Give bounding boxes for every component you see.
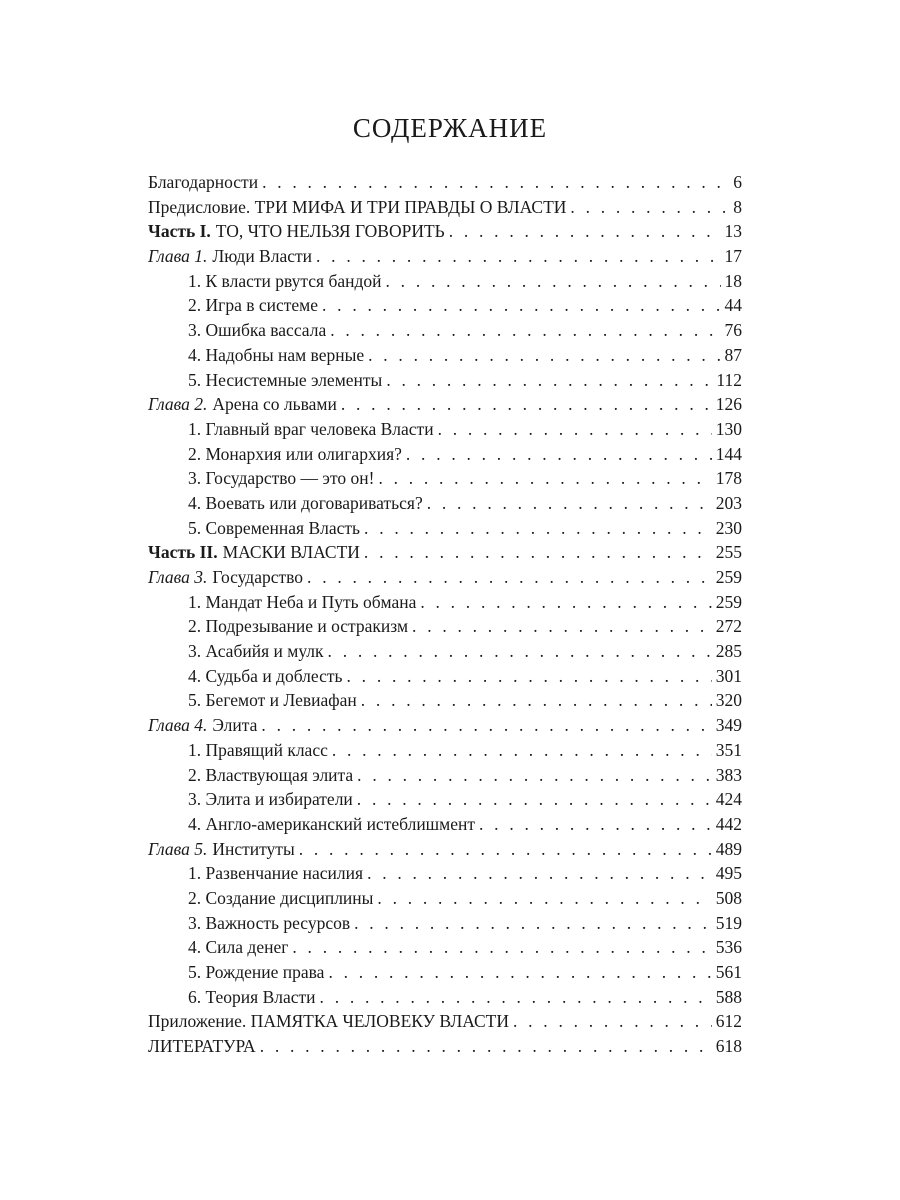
toc-section-entry	[148, 738, 742, 763]
toc-entry-label	[188, 368, 382, 393]
dot-leader	[378, 466, 711, 491]
toc-entry-label	[188, 417, 434, 442]
toc-page-number: 76	[724, 320, 742, 341]
toc-entry-text: ТО, ЧТО НЕЛЬЗЯ ГОВОРИТЬ	[215, 221, 445, 242]
toc-entry-text: 1. Развенчание насилия	[188, 863, 364, 884]
toc-entry-text: 4. Англо-американский истеблишмент	[188, 813, 476, 834]
toc-entry-label	[188, 886, 373, 911]
toc-page-number: 383	[715, 764, 742, 785]
dot-leader	[320, 985, 712, 1010]
dot-leader	[361, 688, 712, 713]
toc-entry-text: 3. Государство — это он!	[188, 468, 375, 489]
toc-page-number: 424	[715, 789, 742, 810]
toc-entry-label	[148, 1034, 256, 1059]
toc-section-entry	[148, 318, 742, 343]
toc-entry-label	[188, 516, 360, 541]
toc-section-entry	[148, 985, 742, 1010]
toc-entry-prefix: Глава 1.	[148, 246, 208, 267]
toc-entry-label	[188, 343, 364, 368]
toc-section-entry	[148, 466, 742, 491]
toc-page-number: 126	[715, 394, 742, 415]
dot-leader	[354, 911, 712, 936]
dot-leader	[386, 269, 721, 294]
toc-entry	[148, 565, 742, 590]
toc-entry-prefix: Часть I.	[148, 221, 211, 242]
toc-page-number: 519	[715, 912, 742, 933]
toc-section-entry	[148, 911, 742, 936]
toc-entry-label	[148, 713, 257, 738]
toc-entry-text: 2. Игра в системе	[188, 295, 319, 316]
toc-entry-text: 4. Воевать или договариваться?	[188, 492, 423, 513]
table-of-contents	[148, 170, 742, 1059]
dot-leader	[479, 812, 712, 837]
toc-page-number: 13	[724, 221, 742, 242]
toc-page-number: 44	[724, 295, 742, 316]
dot-leader	[364, 516, 712, 541]
toc-page-number: 230	[715, 517, 742, 538]
toc-page-number: 6	[733, 172, 742, 192]
toc-entry-label	[188, 664, 343, 689]
dot-leader	[438, 417, 712, 442]
toc-entry-text: Государство	[212, 567, 304, 587]
toc-entry-text: 1. К власти рвутся бандой	[188, 270, 382, 291]
toc-entry-label	[188, 614, 408, 639]
toc-entry-text: 4. Надобны нам верные	[188, 344, 365, 365]
toc-entry	[148, 1034, 742, 1059]
toc-section-entry	[148, 787, 742, 812]
toc-entry-text: 1. Правящий класс	[188, 739, 328, 760]
toc-entry-text: 5. Бегемот и Левиафан	[188, 690, 357, 711]
toc-entry	[148, 1009, 742, 1034]
toc-entry-label	[188, 960, 324, 985]
page-title: СОДЕРЖАНИЕ	[352, 113, 548, 143]
dot-leader	[328, 639, 712, 664]
toc-page-number: 8	[733, 196, 742, 217]
dot-leader	[341, 392, 712, 417]
toc-entry-text: Институты	[212, 838, 295, 859]
dot-leader	[261, 713, 711, 738]
toc-entry-prefix: Глава 2.	[148, 394, 208, 415]
dot-leader	[449, 219, 721, 244]
toc-entry	[148, 195, 742, 220]
toc-section-entry	[148, 442, 742, 467]
toc-section-entry	[148, 935, 742, 960]
toc-page-number: 349	[715, 715, 742, 736]
toc-entry-text: Элита	[212, 715, 258, 736]
toc-entry-label	[188, 787, 353, 812]
toc-entry	[148, 219, 742, 244]
toc-page-number: 489	[715, 838, 742, 859]
toc-entry-label	[188, 985, 316, 1010]
toc-entry	[148, 392, 742, 417]
dot-leader	[364, 540, 712, 565]
toc-section-entry	[148, 639, 742, 664]
toc-entry	[148, 170, 742, 195]
toc-section-entry	[148, 368, 742, 393]
toc-entry-prefix: Глава 3.	[148, 567, 208, 587]
toc-section-entry	[148, 664, 742, 689]
toc-entry-text: 6. Теория Власти	[188, 986, 316, 1007]
toc-entry-label	[188, 911, 350, 936]
toc-page-number: 259	[715, 567, 742, 587]
toc-entry-label	[188, 590, 416, 615]
toc-page-number: 18	[724, 270, 742, 291]
toc-entry-prefix: Глава 4.	[148, 715, 208, 736]
toc-entry-label	[188, 293, 318, 318]
toc-page-number: 285	[715, 641, 742, 662]
toc-page-number: 203	[715, 492, 742, 513]
toc-entry-text: 2. Властвующая элита	[188, 764, 354, 785]
toc-entry-text: 2. Создание дисциплины	[188, 887, 374, 908]
toc-page-number: 17	[724, 246, 742, 267]
toc-entry	[148, 540, 742, 565]
toc-entry	[148, 837, 742, 862]
toc-entry-text: 4. Сила денег	[188, 937, 289, 958]
toc-entry-text: 3. Элита и избиратели	[188, 789, 353, 810]
toc-entry-text: 4. Судьба и доблесть	[188, 665, 343, 686]
toc-entry-label	[148, 244, 312, 269]
toc-entry-label	[188, 763, 353, 788]
dot-leader	[406, 442, 712, 467]
dot-leader	[328, 960, 711, 985]
dot-leader	[386, 368, 712, 393]
toc-entry-label	[188, 318, 326, 343]
toc-page-number: 272	[715, 616, 742, 637]
toc-entry-text: 2. Монархия или олигархия?	[188, 443, 402, 464]
toc-entry-label	[148, 219, 445, 244]
toc-entry-text: ЛИТЕРАТУРА	[148, 1036, 256, 1057]
toc-entry-text: 3. Важность ресурсов	[188, 912, 351, 933]
toc-entry-label	[148, 1009, 509, 1034]
toc-entry-label	[148, 540, 360, 565]
toc-page-number: 351	[715, 739, 742, 760]
dot-leader	[330, 318, 720, 343]
dot-leader	[292, 935, 711, 960]
toc-section-entry	[148, 688, 742, 713]
toc-entry-label	[148, 837, 295, 862]
toc-entry-text: 5. Несистемные элементы	[188, 369, 383, 390]
toc-section-entry	[148, 293, 742, 318]
toc-section-entry	[148, 590, 742, 615]
toc-entry-label	[148, 392, 337, 417]
dot-leader	[368, 343, 720, 368]
toc-page-number: 536	[715, 937, 742, 958]
toc-entry-label	[188, 688, 357, 713]
toc-entry-label	[188, 738, 328, 763]
toc-entry-text: 5. Рождение права	[188, 962, 325, 982]
toc-entry-label	[188, 639, 324, 664]
toc-entry-label	[148, 565, 303, 590]
toc-page-number: 320	[715, 690, 742, 711]
toc-entry-text: 3. Асабийя и мулк	[188, 641, 324, 662]
dot-leader	[377, 886, 711, 911]
toc-entry-text: Благодарности	[148, 172, 259, 192]
toc-entry	[148, 244, 742, 269]
toc-section-entry	[148, 861, 742, 886]
toc-section-entry	[148, 886, 742, 911]
toc-entry-prefix: Часть II.	[148, 542, 218, 563]
dot-leader	[299, 837, 712, 862]
toc-page-number: 130	[715, 418, 742, 439]
toc-entry-text: 1. Главный враг человека Власти	[188, 418, 434, 439]
toc-section-entry	[148, 960, 742, 985]
toc-page-number: 508	[715, 887, 742, 908]
toc-page-number: 87	[724, 344, 742, 365]
dot-leader	[347, 664, 712, 689]
toc-entry-text: Предисловие. ТРИ МИФА И ТРИ ПРАВДЫ О ВЛАСТИ	[148, 196, 567, 217]
toc-entry-label	[148, 170, 258, 195]
toc-page-number: 144	[715, 443, 742, 464]
dot-leader	[367, 861, 712, 886]
toc-entry-label	[188, 812, 475, 837]
toc-page-number: 255	[715, 542, 742, 563]
toc-section-entry	[148, 516, 742, 541]
dot-leader	[427, 491, 712, 516]
dot-leader	[357, 787, 712, 812]
toc-page-number: 301	[715, 665, 742, 686]
toc-page-number: 442	[715, 813, 742, 834]
toc-entry-text: Приложение. ПАМЯТКА ЧЕЛОВЕКУ ВЛАСТИ	[148, 1011, 509, 1032]
dot-leader	[262, 170, 729, 195]
toc-section-entry	[148, 812, 742, 837]
toc-entry-label	[188, 442, 402, 467]
toc-entry-text: 3. Ошибка вассала	[188, 320, 327, 341]
toc-entry-text: Арена со львами	[212, 394, 337, 415]
dot-leader	[322, 293, 720, 318]
toc-page-number: 112	[716, 369, 742, 390]
dot-leader	[260, 1034, 712, 1059]
dot-leader	[316, 244, 720, 269]
dot-leader	[513, 1009, 712, 1034]
dot-leader	[420, 590, 711, 615]
toc-page-number: 588	[715, 986, 742, 1007]
toc-section-entry	[148, 614, 742, 639]
toc-entry-label	[188, 466, 374, 491]
dot-leader	[307, 565, 712, 590]
toc-entry-label	[188, 935, 288, 960]
toc-section-entry	[148, 269, 742, 294]
toc-page-number: 612	[715, 1011, 742, 1032]
toc-entry-text: 1. Мандат Неба и Путь обмана	[188, 591, 417, 612]
toc-page-number: 178	[715, 468, 742, 489]
toc-entry-label	[188, 491, 423, 516]
toc-page-number: 618	[715, 1036, 742, 1057]
toc-entry-text: 2. Подрезывание и остракизм	[188, 616, 409, 637]
toc-entry-label	[188, 269, 382, 294]
toc-entry	[148, 713, 742, 738]
toc-page-number: 259	[715, 591, 742, 612]
dot-leader	[332, 738, 712, 763]
dot-leader	[412, 614, 712, 639]
dot-leader	[357, 763, 712, 788]
toc-section-entry	[148, 343, 742, 368]
dot-leader	[570, 195, 729, 220]
toc-entry-text: 5. Современная Власть	[188, 517, 361, 538]
toc-entry-prefix: Глава 5.	[148, 838, 208, 859]
toc-page-number: 495	[715, 863, 742, 884]
toc-page-number: 561	[715, 962, 742, 982]
toc-entry-label	[188, 861, 363, 886]
toc-entry-text: Люди Власти	[212, 246, 313, 267]
toc-section-entry	[148, 417, 742, 442]
toc-entry-label	[148, 195, 566, 220]
toc-entry-text: МАСКИ ВЛАСТИ	[222, 542, 360, 563]
toc-section-entry	[148, 763, 742, 788]
toc-section-entry	[148, 491, 742, 516]
